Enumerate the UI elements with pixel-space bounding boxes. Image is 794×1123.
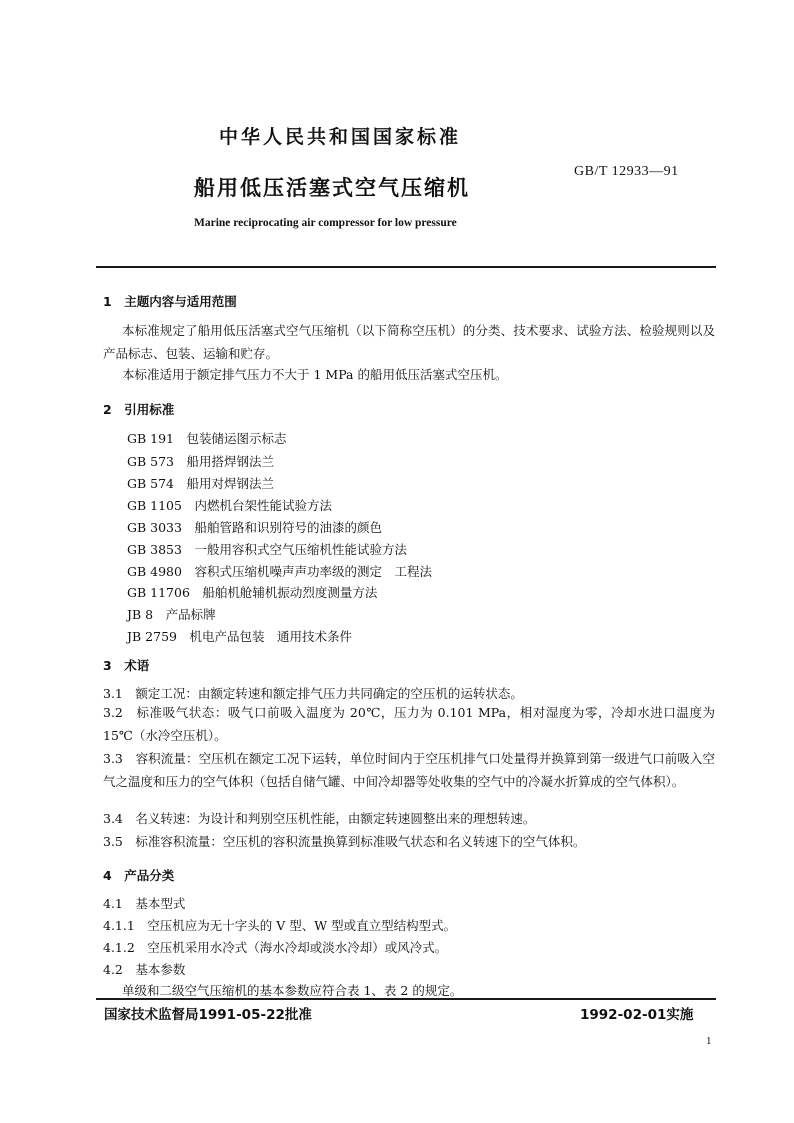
reference-item: JB 8 产品标牌 [127,607,216,622]
reference-item: GB 4980 容积式压缩机噪声声功率级的测定 工程法 [127,564,432,579]
header-divider [96,266,716,268]
classification-item: 4.1.1 空压机应为无十字头的 V 型、W 型或直立型结构型式。 [103,918,457,933]
classification-item: 单级和二级空气压缩机的基本参数应符合表 1、表 2 的规定。 [122,983,463,998]
section-1-paragraph: 本标准规定了船用低压活塞式空气压缩机（以下简称空压机）的分类、技术要求、试验方法、检验规则以及产品标志、包装、运输和贮存。 [103,323,715,361]
classification-item: 4.1.2 空压机采用水冷式（海水冷却或淡水冷却）或风冷式。 [103,940,448,955]
term-item: 3.2 标准吸气状态：吸气口前吸入温度为 20℃，压力为 0.101 MPa，相对湿度为零，冷却水进口温度为 15℃（水冷空压机）。 [103,705,715,743]
footer-divider [96,998,716,1000]
reference-item: GB 3033 船舶管路和识别符号的油漆的颜色 [127,520,382,535]
reference-item: GB 11706 船舶机舱辅机振动烈度测量方法 [127,585,378,600]
national-standard-heading: 中华人民共和国国家标准 [218,126,461,148]
term-item: 3.1 额定工况：由额定转速和额定排气压力共同确定的空压机的运转状态。 [103,686,523,701]
page-number: 1 [706,1035,712,1047]
section-heading-2: 2 引用标准 [103,402,175,417]
reference-item: GB 3853 一般用容积式空气压缩机性能试验方法 [127,542,407,557]
section-heading-4: 4 产品分类 [103,868,175,883]
reference-item: JB 2759 机电产品包装 通用技术条件 [127,629,352,644]
classification-item: 4.2 基本参数 [103,962,186,977]
reference-item: GB 1105 内燃机台架性能试验方法 [127,498,332,513]
section-1-paragraph: 本标准适用于额定排气压力不大于 1 MPa 的船用低压活塞式空压机。 [122,367,508,382]
effective-date: 1992-02-01实施 [580,1007,694,1023]
document-title-cn: 船用低压活塞式空气压缩机 [194,176,470,200]
document-title-en: Marine reciprocating air compressor for low pressure [194,217,457,229]
reference-item: GB 574 船用对焊钢法兰 [127,476,275,491]
section-heading-3: 3 术语 [103,658,150,673]
approval-issuer-date: 国家技术监督局1991-05-22批准 [104,1007,312,1023]
term-item: 3.5 标准容积流量：空压机的容积流量换算到标准吸气状态和名义转速下的空气体积。 [103,834,586,849]
standard-code: GB/T 12933—91 [574,164,679,179]
reference-item: GB 191 包装储运图示标志 [127,431,287,446]
classification-item: 4.1 基本型式 [103,896,186,911]
section-heading-1: 1 主题内容与适用范围 [103,294,237,309]
reference-item: GB 573 船用搭焊钢法兰 [127,454,275,469]
term-item: 3.3 容积流量：空压机在额定工况下运转，单位时间内于空压机排气口处量得并换算到第一级进气口前吸入空气之温度和压力的空气体积（包括自储气罐、中间冷却器等处收集的空气中的冷凝水折算成的空气体积）。 [103,751,715,789]
term-item: 3.4 名义转速：为设计和判别空压机性能，由额定转速圆整出来的理想转速。 [103,811,536,826]
